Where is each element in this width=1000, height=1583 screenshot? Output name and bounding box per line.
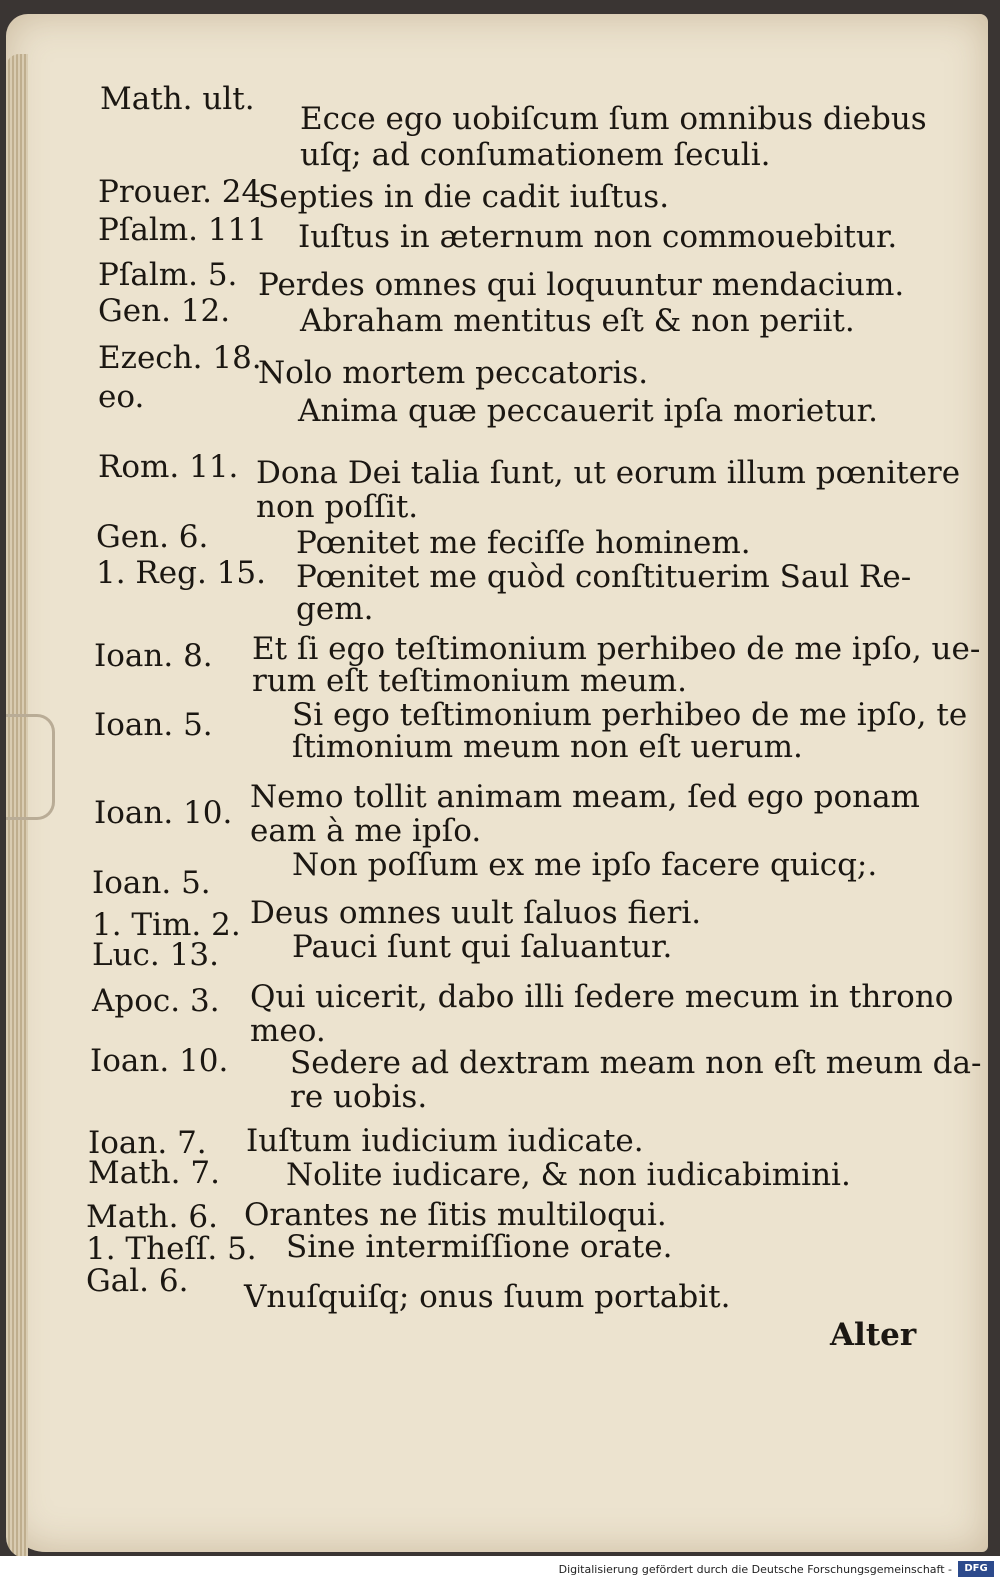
scripture-reference: Rom. 11. <box>98 449 239 485</box>
scripture-reference: Gal. 6. <box>86 1263 189 1299</box>
text-line: Dona Dei talia ſunt, ut eorum illum pœnitere <box>256 455 961 491</box>
scripture-reference: Luc. 13. <box>92 937 219 973</box>
scripture-reference: Prouer. 24 <box>98 174 262 210</box>
footer-bar <box>0 1556 1000 1583</box>
text-line: Sine intermiſſione orate. <box>286 1229 673 1265</box>
scripture-reference: Ioan. 5. <box>92 865 211 901</box>
text-line: Orantes ne ſitis multiloqui. <box>244 1197 667 1233</box>
text-line: ſtimonium meum non eſt uerum. <box>292 729 803 765</box>
text-line: Pauci ſunt qui ſaluantur. <box>292 929 673 965</box>
text-line: Nemo tollit animam meam, ſed ego ponam <box>250 779 920 815</box>
text-line: Pœnitet me quòd conſtituerim Saul Re- <box>296 559 912 595</box>
footer-credit: Digitalisierung gefördert durch die Deutsche Forschungsgemeinschaft - <box>558 1563 952 1576</box>
text-line: uſq; ad conſumationem ſeculi. <box>300 137 771 173</box>
dfg-logo: DFG <box>958 1561 994 1577</box>
text-line: Nolo mortem peccatoris. <box>258 355 649 391</box>
text-line: Ecce ego uobiſcum ſum omnibus diebus <box>300 101 927 137</box>
text-line: Iuſtus in æternum non commouebitur. <box>298 219 898 255</box>
text-line: Si ego teſtimonium perhibeo de me ipſo, te <box>292 697 968 733</box>
scripture-reference: 1. Tim. 2. <box>92 907 241 943</box>
text-line: Sedere ad dextram meam non eſt meum da- <box>290 1045 982 1081</box>
text-line: eam à me ipſo. <box>250 813 482 849</box>
text-line: Deus omnes uult ſaluos fieri. <box>250 895 702 931</box>
scripture-reference: Gen. 12. <box>98 293 231 329</box>
text-line: Et ſi ego teſtimonium perhibeo de me ipſo, ue- <box>252 631 981 667</box>
text-line: Nolite iudicare, & non iudicabimini. <box>286 1157 851 1193</box>
text-line: Qui uicerit, dabo illi ſedere mecum in throno <box>250 979 954 1015</box>
scripture-reference: Math. 6. <box>86 1199 218 1235</box>
text-line: Perdes omnes qui loquuntur mendacium. <box>258 267 905 303</box>
scripture-reference: Ioan. 7. <box>88 1125 207 1161</box>
scripture-reference: Ioan. 5. <box>94 707 213 743</box>
text-line: Septies in die cadit iuſtus. <box>258 179 670 215</box>
text-line: re uobis. <box>290 1079 428 1115</box>
text-line: Iuſtum iudicium iudicate. <box>246 1123 644 1159</box>
catchword: Alter <box>830 1317 917 1353</box>
text-line: meo. <box>250 1013 326 1049</box>
text-line: Anima quæ peccauerit ipſa morietur. <box>298 393 878 429</box>
scripture-reference: Pſalm. 5. <box>98 257 238 293</box>
scripture-reference: Pſalm. 111 <box>98 212 268 248</box>
scripture-reference: Ioan. 10. <box>90 1043 229 1079</box>
text-line: Vnuſquiſq; onus ſuum portabit. <box>244 1279 731 1315</box>
scripture-reference: Gen. 6. <box>96 519 209 555</box>
scripture-reference: 1. Theſſ. 5. <box>86 1231 257 1267</box>
text-line: non poſſit. <box>256 489 419 525</box>
text-line: rum eſt teſtimonium meum. <box>252 663 687 699</box>
text-line: Non poſſum ex me ipſo facere quicq;. <box>292 847 878 883</box>
text-line: Pœnitet me feciſſe hominem. <box>296 525 751 561</box>
scripture-reference: 1. Reg. 15. <box>96 555 266 591</box>
scripture-reference: Math. 7. <box>88 1155 220 1191</box>
scripture-reference: Ioan. 10. <box>94 795 233 831</box>
text-line: gem. <box>296 591 374 627</box>
scripture-reference: Ezech. 18. <box>98 340 262 376</box>
scripture-reference: Math. ult. <box>100 81 255 117</box>
scripture-reference: Ioan. 8. <box>94 638 213 674</box>
text-line: Abraham mentitus eſt & non periit. <box>300 303 855 339</box>
scripture-reference: eo. <box>98 379 145 415</box>
scripture-reference: Apoc. 3. <box>92 983 220 1019</box>
